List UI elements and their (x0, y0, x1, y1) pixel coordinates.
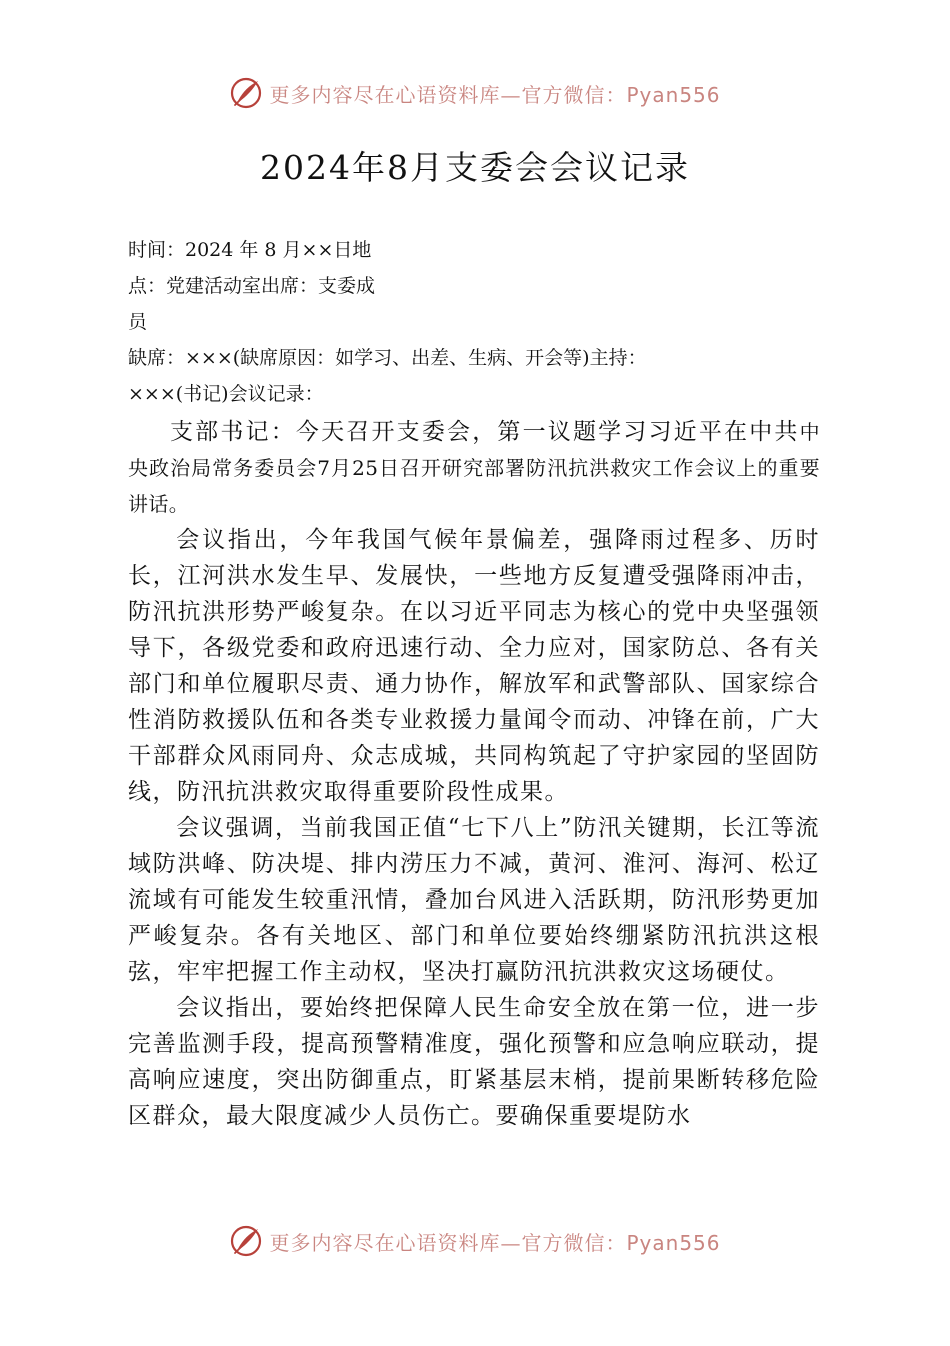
paragraph: 会议指出，今年我国气候年景偏差，强降雨过程多、历时长，江河洪水发生早、发展快，一些地方反复遭受强降雨冲击，防汛抗洪形势严峻复杂。在以习近平同志为核心的党中央坚强领导下，各级党委和政府迅速行动、全力应对，国家防总、各有关部门和单位履职尽责、通力协作，解放军和武警部队、国家综合性消防救援队伍和各类专业救援力量闻令而动、冲锋在前，广大干部群众风雨同舟、众志成城，共同构筑起了守护家园的坚固防线，防汛抗洪救灾取得重要阶段性成果。 (128, 527, 820, 805)
header-banner (0, 73, 950, 113)
paragraph: 会议强调，当前我国正值“七下八上”防汛关键期，长江等流域防洪峰、防决堤、排内涝压力不减，黄河、淮河、海河、松辽流域有可能发生较重汛情，叠加台风进入活跃期，防汛形势更加严峻复杂。各有关地区、部门和单位要始终绷紧防汛抗洪这根弦，牢牢把握工作主动权，坚决打赢防汛抗洪救灾这场硬仗。 (128, 815, 820, 985)
meta-line: 点：党建活动室出席：支委成 (128, 275, 376, 297)
meeting-meta (128, 232, 828, 412)
meta-line: ×××(书记)会议记录： (128, 383, 324, 405)
paragraph-lead: 支部书记：今天召开支委会，第一议题学习习近平在中共 (170, 419, 800, 445)
document-body (128, 414, 820, 1134)
meta-line: 时间：2024 年 8 月××日地 (128, 239, 372, 261)
wechat-id: Pyan556 (626, 1230, 721, 1255)
paragraph: 会议指出，要始终把保障人民生命安全放在第一位，进一步完善监测手段，提高预警精准度，强化预警和应急响应联动，提高响应速度，突出防御重点，盯紧基层末梢，提前果断转移危险区群众，最大限度减少人员伤亡。要确保重要堤防水 (128, 995, 820, 1129)
wechat-id: Pyan556 (626, 82, 721, 107)
document-title: 2024年8月支委会会议记录 (260, 148, 690, 187)
banner-text: 更多内容尽在心语资料库—官方微信：Pyan556 (269, 82, 721, 107)
paragraph-rest: 中央政治局常务委员会7月25日召开研究部署防汛抗洪救灾工作会议上的重要讲话。 (128, 420, 820, 516)
footer-banner (0, 1221, 950, 1261)
quill-logo-icon (229, 76, 263, 110)
banner-text: 更多内容尽在心语资料库—官方微信：Pyan556 (269, 1230, 721, 1255)
meta-line: 员 (128, 311, 148, 333)
meta-line: 缺席：×××(缺席原因：如学习、出差、生病、开会等)主持： (128, 347, 647, 369)
paragraph (128, 414, 820, 522)
quill-logo-icon (229, 1224, 263, 1258)
